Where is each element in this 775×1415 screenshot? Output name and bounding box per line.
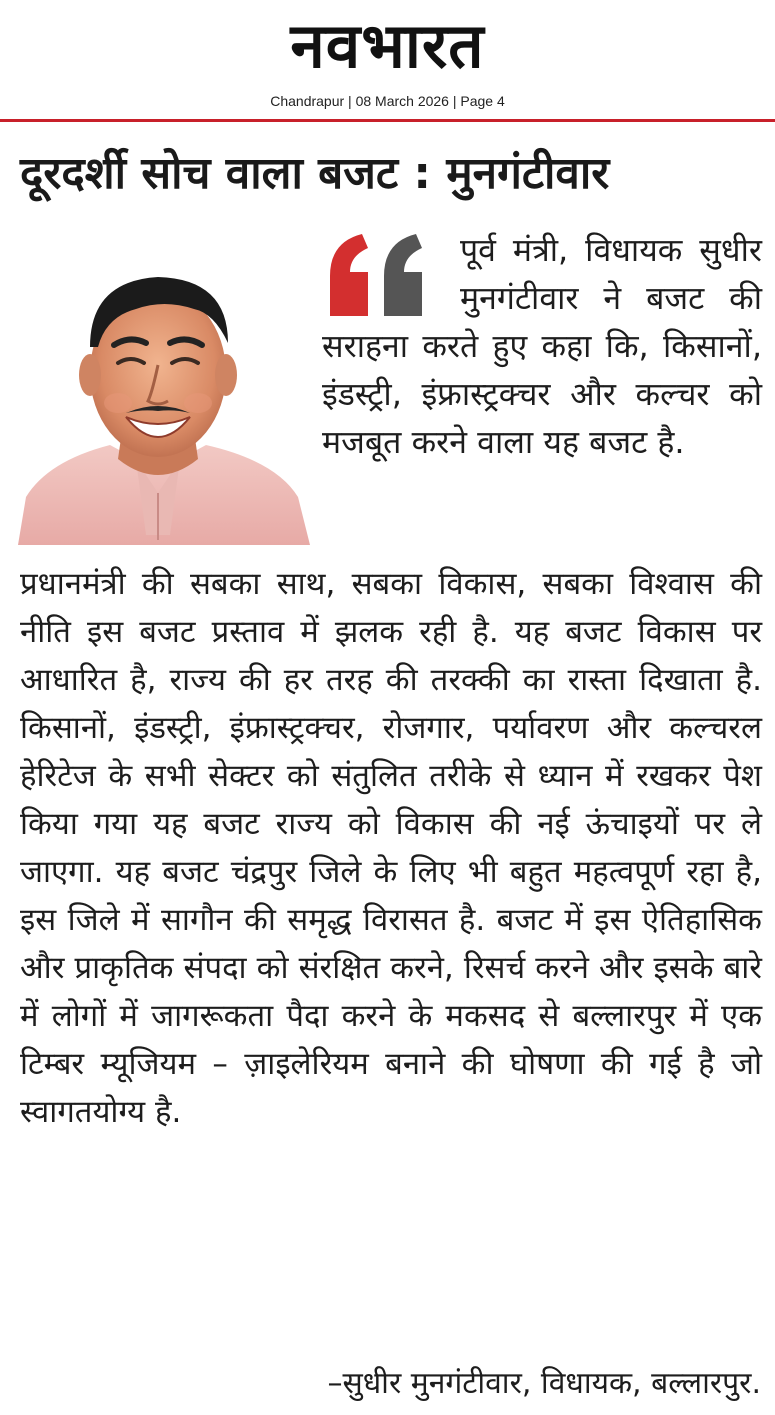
- article-headline: दूरदर्शी सोच वाला बजट : मुनगंटीवार: [20, 148, 610, 199]
- masthead-divider: [0, 119, 775, 122]
- article-body: प्रधानमंत्री की सबका साथ, सबका विकास, सबका विश्वास की नीति इस बजट प्रस्ताव में झलक रही है. यह बजट विकास पर आधारित है, राज्य की हर तरह की तरक्की का रास्ता दिखाता है. किसानों, इंडस्ट्री, इंफ्रास्ट्रक्चर, रोजगार, पर्यावरण और कल्चरल हेरिटेज के सभी सेक्टर को संतुलित तरीके से ध्यान में रखकर पेश किया गया यह बजट राज्य को विकास की नई ऊंचाइयों पर ले जाएगा. यह बजट चंद्रपुर जिले के लिए भी बहुत महत्वपूर्ण रहा है, इस जिले में सागौन की समृद्ध विरासत है. बजट में इस ऐतिहासिक और प्राकृतिक संपदा को संरक्षित करने, रिसर्च करने और इसके बारे में लोगों में जागरूकता पैदा करने के मकसद से बल्लारपुर में एक टिम्बर म्यूजियम – ज़ाइलेरियम बनाने की घोषणा की गई है जो स्वागतयोग्य है.: [20, 566, 762, 1130]
- quote-spacer: [322, 226, 460, 318]
- newspaper-logo: नवभारत: [290, 9, 485, 82]
- masthead: [0, 0, 775, 124]
- edition-info: Chandrapur | 08 March 2026 | Page 4: [270, 93, 505, 109]
- article-byline: –सुधीर मुनगंटीवार, विधायक, बल्लारपुर.: [327, 1366, 761, 1401]
- quote-intro-text: पूर्व मंत्री, विधायक सुधीर मुनगंटीवार ने बजट की सराहना करते हुए कहा कि, किसानों, इंडस्ट्री, इंफ्रास्ट्रक्चर और कल्चर को मजबूत करने वाला यह बजट है.: [322, 231, 762, 461]
- quote-intro: [322, 226, 762, 466]
- portrait-image: [18, 235, 313, 545]
